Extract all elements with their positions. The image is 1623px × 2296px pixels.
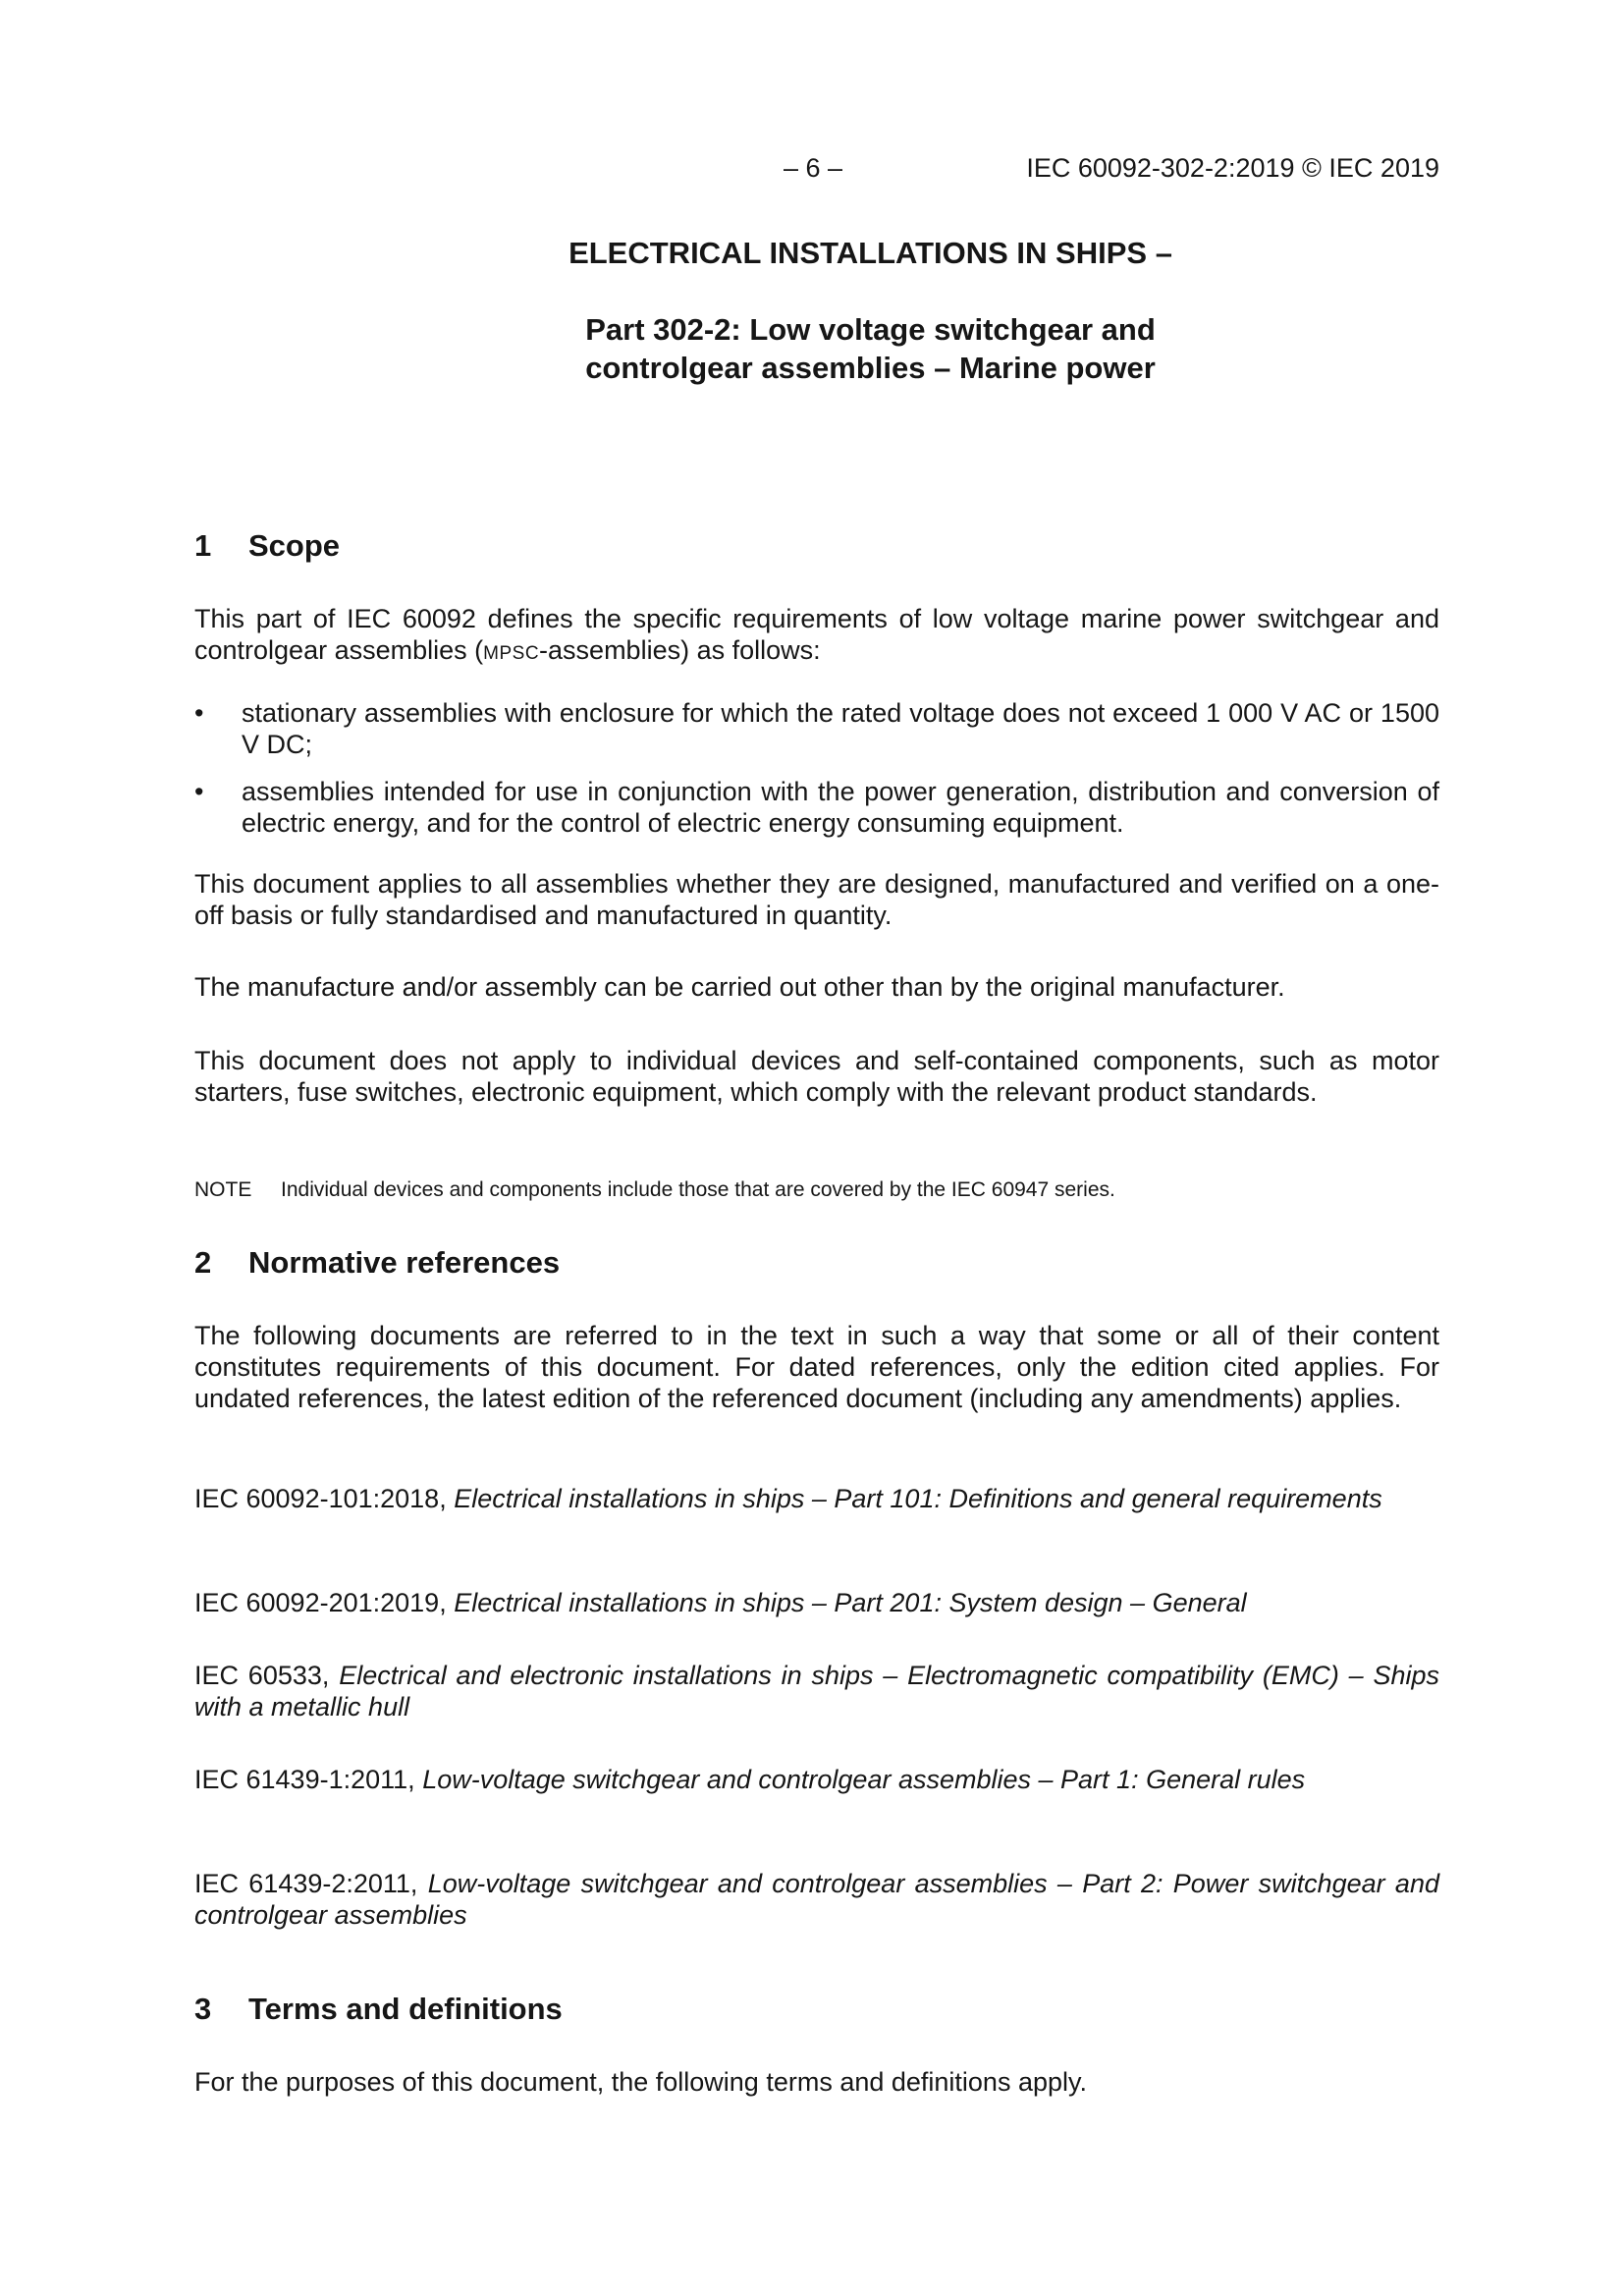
bullet-marker: • <box>194 698 204 728</box>
section-heading-normative-references <box>194 1245 560 1281</box>
document-title <box>59 234 1623 272</box>
scope-paragraph-4: This document does not apply to individual devices and self-contained components, such as motor starters, fuse switches, electronic equipment, which comply with the relevant product standards. <box>194 1046 1439 1107</box>
reference-entry <box>194 1483 1439 1514</box>
bullet-text: stationary assemblies with enclosure for which the rated voltage does not exceed 1 000 V AC or 1500 V DC; <box>242 698 1439 759</box>
section-number: 2 <box>194 1245 212 1280</box>
reference-entry <box>194 1764 1439 1795</box>
reference-title: Electrical installations in ships – Part 201: System design – General <box>454 1588 1247 1617</box>
section-number: 1 <box>194 528 212 563</box>
reference-id: IEC 61439-2:2011, <box>194 1869 418 1898</box>
reference-id: IEC 60533, <box>194 1661 330 1690</box>
reference-entry <box>194 1868 1439 1931</box>
scope-intro-text: This part of IEC 60092 defines the specific requirements of low voltage marine power switchgear and controlgear assemblies ( <box>194 604 1439 665</box>
document-reference: IEC 60092-302-2:2019 © IEC 2019 <box>1026 153 1439 183</box>
section-title: Terms and definitions <box>248 1992 563 2026</box>
document-subtitle <box>59 310 1623 387</box>
mpsc-abbreviation: MPSC <box>483 643 540 664</box>
title-line-3: controlgear assemblies – Marine power <box>585 351 1156 385</box>
reference-title: Electrical and electronic installations in ships – Electromagnetic compatibility (EMC) – Ships with a metallic hull <box>194 1661 1440 1722</box>
bullet-text: assemblies intended for use in conjunction with the power generation, distribution and conversion of electric energy, and for the control of electric energy consuming equipment. <box>242 777 1439 838</box>
note-label: NOTE <box>194 1178 252 1201</box>
scope-intro-paragraph <box>194 603 1439 670</box>
reference-title: Low-voltage switchgear and controlgear assemblies – Part 2: Power switchgear and controlgear assemblies <box>194 1869 1439 1930</box>
scope-note <box>194 1178 1115 1202</box>
bullet-marker: • <box>194 777 204 806</box>
reference-id: IEC 61439-1:2011, <box>194 1765 415 1794</box>
title-line-1: ELECTRICAL INSTALLATIONS IN SHIPS – <box>568 236 1172 270</box>
section-heading-scope <box>194 528 340 564</box>
section-title: Scope <box>248 528 341 563</box>
scope-paragraph-2: This document applies to all assemblies whether they are designed, manufactured and verified on a one-off basis or fully standardised and manufactured in quantity. <box>194 869 1439 930</box>
scope-intro-text-end: -assemblies) as follows: <box>539 635 821 665</box>
reference-title: Electrical installations in ships – Part 101: Definitions and general requirements <box>454 1484 1382 1513</box>
scope-paragraph-3: The manufacture and/or assembly can be carried out other than by the original manufacturer. <box>194 972 1285 1002</box>
terms-intro-paragraph: For the purposes of this document, the following terms and definitions apply. <box>194 2067 1087 2097</box>
section-number: 3 <box>194 1992 212 2026</box>
reference-id: IEC 60092-201:2019, <box>194 1588 447 1617</box>
section-heading-terms-and-definitions <box>194 1992 563 2027</box>
title-line-2: Part 302-2: Low voltage switchgear and <box>585 312 1156 347</box>
reference-title: Low-voltage switchgear and controlgear assemblies – Part 1: General rules <box>422 1765 1306 1794</box>
page-number: – 6 – <box>784 153 843 183</box>
section-title: Normative references <box>248 1245 561 1280</box>
normative-references-intro: The following documents are referred to in the text in such a way that some or all of their content constitutes requirements of this document. For dated references, only the edition cited applies. For undated references, the latest edition of the referenced document (including any amendments) applies. <box>194 1321 1439 1413</box>
note-text: Individual devices and components include those that are covered by the IEC 60947 series. <box>281 1178 1115 1201</box>
reference-id: IEC 60092-101:2018, <box>194 1484 447 1513</box>
reference-entry <box>194 1587 1439 1618</box>
reference-entry <box>194 1660 1439 1722</box>
